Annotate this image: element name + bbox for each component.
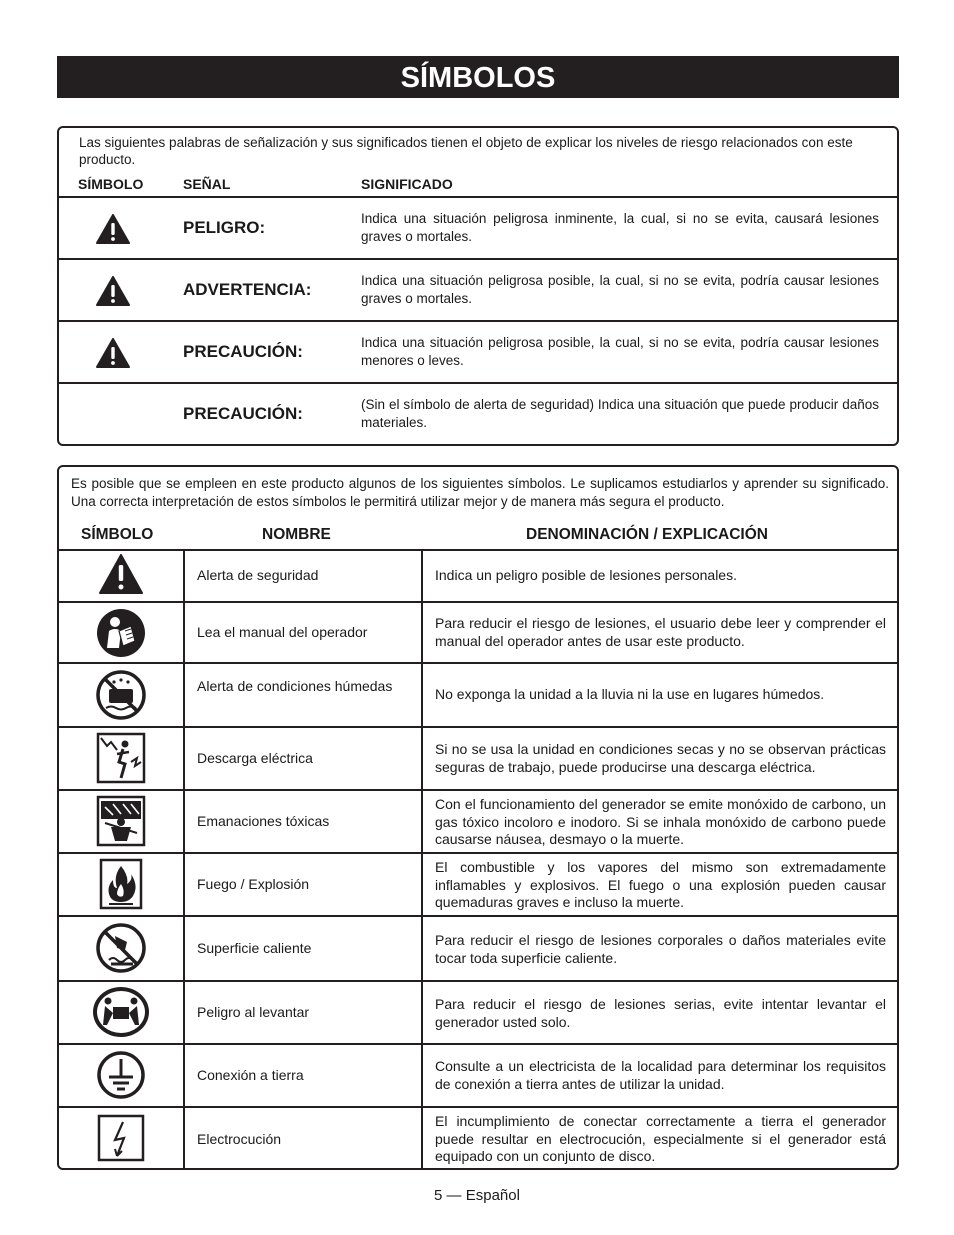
warning-triangle-icon <box>96 276 130 306</box>
header-symbol: SÍMBOLO <box>81 526 154 543</box>
signal-intro-text: Las siguientes palabras de señalización y sus significados tienen el objeto de explicar los niveles de riesgo relacionados con este producto. <box>79 135 853 167</box>
symbol-explanation: Consulte a un electricista de la localidad para determinar los requisitos de conexión a tierra antes de utilizar la unidad. <box>435 1058 886 1092</box>
signal-words-box <box>57 126 899 446</box>
signal-row <box>59 258 897 322</box>
page-footer: 5 — Español <box>434 1187 520 1204</box>
signal-row <box>59 320 897 384</box>
signal-row <box>59 196 897 260</box>
symbol-name: Fuego / Explosión <box>197 876 310 892</box>
header-explanation: DENOMINACIÓN / EXPLICACIÓN <box>526 526 768 543</box>
toxic-fumes-icon <box>95 795 147 847</box>
signal-meaning: Indica una situación peligrosa posible, la cual, si no se evita, podría causar lesiones menores o leves. <box>361 335 879 368</box>
symbol-name: Emanaciones tóxicas <box>197 813 330 829</box>
symbol-row <box>59 980 897 1043</box>
symbol-row <box>59 1043 897 1106</box>
symbol-row <box>59 549 897 601</box>
signal-word: ADVERTENCIA: <box>183 280 312 299</box>
symbol-row <box>59 915 897 980</box>
symbol-row <box>59 852 897 915</box>
symbol-name: Lea el manual del operador <box>197 624 368 640</box>
symbol-explanation: Con el funcionamiento del generador se emite monóxido de carbono, un gas tóxico incoloro e inodoro. Si se inhala monóxido de carbono puede causarse náusea, desmayo o la muerte. <box>435 796 886 847</box>
warning-triangle-icon <box>96 214 130 244</box>
symbol-row <box>59 1106 897 1170</box>
signal-word: PRECAUCIÓN: <box>183 342 303 361</box>
symbol-name: Peligro al levantar <box>197 1004 310 1020</box>
signal-meaning: Indica una situación peligrosa posible, la cual, si no se evita, podría causar lesiones graves o mortales. <box>361 273 879 306</box>
page-title: SÍMBOLOS <box>57 56 899 98</box>
wet-conditions-icon <box>95 669 147 721</box>
symbol-explanation: El combustible y los vapores del mismo son extremadamente inflamables y explosivos. El fuego o una explosión pueden causar quemaduras graves e incluso la muerte. <box>435 859 886 910</box>
symbol-name: Electrocución <box>197 1131 282 1147</box>
header-meaning: SIGNIFICADO <box>361 176 453 192</box>
signal-word: PELIGRO: <box>183 218 266 237</box>
symbol-row <box>59 789 897 852</box>
header-signal: SEÑAL <box>183 176 231 192</box>
read-manual-icon <box>95 607 147 659</box>
header-symbol: SÍMBOLO <box>78 176 144 192</box>
symbol-row <box>59 726 897 789</box>
symbol-explanation: Para reducir el riesgo de lesiones serias, evite intentar levantar el generador usted solo. <box>435 996 886 1030</box>
symbol-explanation: El incumplimiento de conectar correctamente a tierra el generador puede resultar en electrocución, especialmente si el generador está equipado con un conjunto de disco. <box>435 1113 886 1164</box>
symbols-box <box>57 465 899 1170</box>
safety-alert-icon <box>99 554 143 594</box>
symbol-row <box>59 601 897 662</box>
symbol-explanation: Indica un peligro posible de lesiones personales. <box>435 567 737 583</box>
symbol-name: Alerta de seguridad <box>197 567 319 583</box>
symbol-name: Descarga eléctrica <box>197 750 313 766</box>
signal-row <box>59 382 897 446</box>
symbol-name: Conexión a tierra <box>197 1067 304 1083</box>
symbol-explanation: Si no se usa la unidad en condiciones secas y no se observan prácticas seguras de trabajo, puede producirse una descarga eléctrica. <box>435 741 886 775</box>
header-name: NOMBRE <box>262 526 331 543</box>
symbol-explanation: Para reducir el riesgo de lesiones corporales o daños materiales evite tocar toda superficie caliente. <box>435 932 886 966</box>
electrocution-icon <box>97 1114 145 1162</box>
ground-connection-icon <box>95 1049 147 1101</box>
symbol-row <box>59 662 897 726</box>
electric-shock-icon <box>95 732 147 784</box>
warning-triangle-icon <box>96 338 130 368</box>
symbol-explanation: Para reducir el riesgo de lesiones, el usuario debe leer y comprender el manual del operador antes de usar este producto. <box>435 615 886 649</box>
symbol-name: Superficie caliente <box>197 940 312 956</box>
symbols-intro-text: Es posible que se empleen en este producto algunos de los siguientes símbolos. Le suplicamos estudiarlos y aprender su significado. Una correcta interpretación de estos símbolos le permitirá utilizar mejor y de manera más segura el producto. <box>71 476 889 509</box>
signal-meaning: (Sin el símbolo de alerta de seguridad) Indica una situación que puede producir daños materiales. <box>361 397 879 430</box>
signal-word: PRECAUCIÓN: <box>183 404 303 423</box>
hot-surface-icon <box>95 922 147 974</box>
signal-meaning: Indica una situación peligrosa inminente, la cual, si no se evita, causará lesiones graves o mortales. <box>361 211 879 244</box>
symbol-name: Alerta de condiciones húmedas <box>197 678 393 694</box>
fire-explosion-icon <box>95 858 147 910</box>
symbol-explanation: No exponga la unidad a la lluvia ni la use en lugares húmedos. <box>435 686 825 702</box>
lifting-hazard-icon <box>91 985 151 1039</box>
